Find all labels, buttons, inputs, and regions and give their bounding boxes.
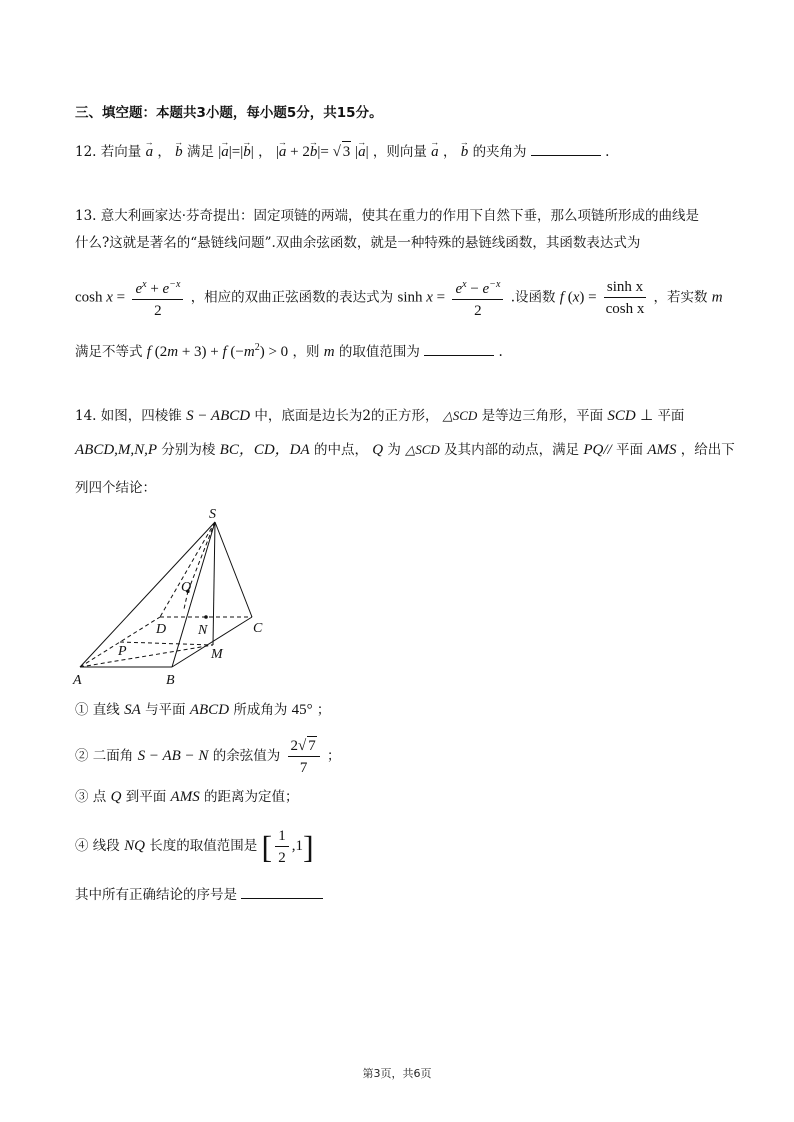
label-N: N [198, 623, 208, 638]
cosh-fraction: $\frac{e^x + e^{-x}}{2}$ [132, 276, 183, 320]
label-M: M [211, 647, 223, 662]
q13-line-4: 满足不等式 f (2m + 3) + f $(-m^2) > 0$ ，则 m 的取值范围为 . [75, 342, 503, 360]
range-fraction: $\frac{1}{2}$ [275, 827, 289, 867]
q14-final-line: 其中所有正确结论的序号是 [75, 884, 323, 905]
pyramid-figure [70, 505, 270, 690]
q13-inequality: f (2m + 3) + f $(-m^2) > 0$ [146, 342, 289, 360]
conclusion-1: ① 直线 SA 与平面 ABCD 所成角为 45° ； [75, 702, 331, 718]
q14-line-3: 列四个结论： [75, 480, 156, 496]
q14-line-1: 14. 如图，四棱锥 S − ABCD 中，底面是边长为2的正方形， △SCD 是等边三角形，平面 SCD ⊥ 平面 [75, 408, 685, 424]
label-P: P [118, 644, 127, 659]
f-fraction: $\frac{\text{sinh x}}{\text{cosh x}}$ [605, 279, 645, 317]
cosine-fraction: $\frac{2√ 7}{7}$ [288, 736, 320, 777]
q13-line-2: 什么?这就是著名的“悬链线问题”.双曲余弦函数，就是一种特殊的悬链线函数，其函数表达式为 [75, 235, 641, 251]
cosh-lhs: cosh x = [75, 289, 126, 306]
q12-condition-1: |→ a|=|→ b| [218, 144, 254, 160]
sinh-fraction: $\frac{e^x - e^{-x}}{2}$ [452, 276, 503, 320]
q13-answer-blank[interactable] [424, 341, 494, 356]
q13-formula-line: cosh x = $\frac{e^x + e^{-x}}{2}$ ，相应的双曲正弦函数的表达式为 sinh x = $\frac{e^x - e^{-x}}{2}$ .设函数 f (x) = $\frac{\text{sinh x}}{\text{cosh x}}$ ，若实数 m [75, 276, 723, 320]
question-12: 12. 若向量 → a ， → b 满足 |→ a|=|→ b| ， |→ a + 2→ b|= √ 3 |→ a| ，则向量 → a ， → b 的夹角为 . [75, 141, 609, 162]
label-S: S [209, 507, 216, 522]
conclusion-4: ④ 线段 NQ 长度的取值范围是 [ $\frac{1}{2}$ ,1] [75, 827, 314, 866]
q14-line-2: ABCD,M,N,P 分别为棱 BC，CD，DA 的中点， Q 为 △SCD 及其内部的动点，满足 PQ// 平面 AMS ，给出下 [75, 442, 735, 458]
label-D: D [156, 622, 167, 637]
section-title: 三、填空题：本题共3小题，每小题5分，共15分。 [75, 105, 383, 121]
page-footer: 第3页，共6页 [362, 1067, 432, 1080]
conclusion-2: ② 二面角 S − AB − N 的余弦值为 $\frac{2√ 7}{7}$ ； [75, 738, 341, 776]
q13-line-1: 13. 意大利画家达·芬奇提出：固定项链的两端，使其在重力的作用下自然下垂，那么项链所形成的曲线是 [75, 208, 700, 224]
f-lhs: f (x) = [559, 289, 597, 306]
sinh-lhs: sinh x = [397, 289, 446, 306]
q12-condition-2: |→ a + 2→ b|= √ 3 |→ a| [276, 144, 369, 160]
label-C: C [253, 621, 263, 636]
q12-answer-blank[interactable] [531, 141, 601, 156]
label-Q: Q [181, 580, 192, 595]
label-B: B [166, 673, 175, 688]
conclusion-3: ③ 点 Q 到平面 AMS 的距离为定值； [75, 789, 299, 805]
label-A: A [73, 673, 82, 688]
q14-answer-blank[interactable] [241, 884, 323, 899]
q12-number: 12. [75, 144, 97, 160]
